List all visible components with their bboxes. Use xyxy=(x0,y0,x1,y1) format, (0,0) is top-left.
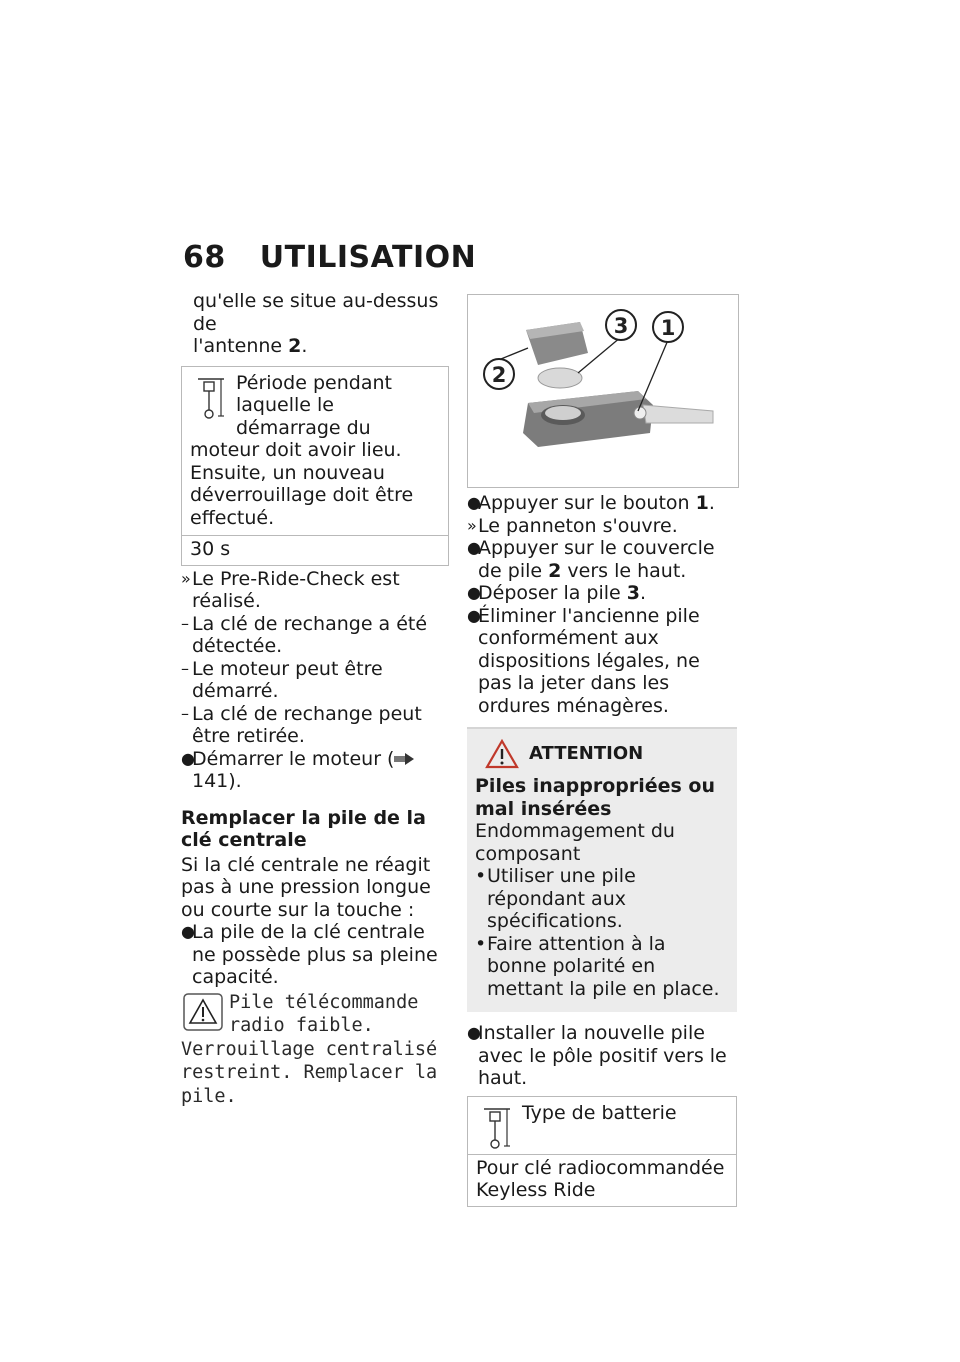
warning-triangle-icon xyxy=(183,993,223,1031)
start-period-text: Période pendant laquelle le démarrage du moteur doit avoir lieu. Ensuite, un nouveau déverrouillage doit être effectué. xyxy=(190,371,414,529)
warning-item: • Utiliser une pile répondant aux spécifications. xyxy=(475,865,636,932)
bullet-dot-icon: • xyxy=(475,932,487,955)
key-battery-figure xyxy=(467,294,739,488)
start-period-box xyxy=(181,366,449,566)
dash-marker: – xyxy=(181,703,189,723)
bullet-item: ● Installer la nouvelle pile avec le pôle positif vers le haut. xyxy=(467,1022,727,1089)
dash-item: – La clé de rechange a été détectée. xyxy=(181,612,428,657)
result-item: » Le Pre-Ride-Check est réalisé. xyxy=(181,567,400,612)
page-reference-arrow-icon xyxy=(394,753,414,765)
left-column xyxy=(181,290,449,1108)
dash-item: – La clé de rechange peut être retirée. xyxy=(181,702,422,747)
figure-label: 3 xyxy=(613,314,629,338)
result-item: » Le panneton s'ouvre. xyxy=(467,514,678,537)
warning-triangle-icon xyxy=(485,739,519,769)
page-title: UTILISATION xyxy=(259,240,477,275)
dash-item: – Le moteur peut être démarré. xyxy=(181,657,383,702)
bullet-item: ● Appuyer sur le couvercle de pile 2 vers le haut. xyxy=(467,537,715,582)
battery-type-value: Pour clé radiocommandée Keyless Ride xyxy=(468,1154,736,1206)
section-heading: Remplacer la pile de la clé centrale xyxy=(181,806,426,851)
page-number: 68 xyxy=(183,240,226,275)
bullet-dot-icon: ● xyxy=(181,922,195,941)
bullet-dot-icon: ● xyxy=(467,538,481,557)
figure-label: 1 xyxy=(660,316,676,340)
result-arrow-icon: » xyxy=(467,515,477,535)
battery-type-box xyxy=(467,1096,737,1207)
spec-gauge-icon xyxy=(482,1106,512,1152)
bullet-item: ● Démarrer le moteur ( 141). xyxy=(181,748,449,793)
warning-item: • Faire attention à la bonne polarité en mettant la pile en place. xyxy=(475,932,720,1000)
figure-label: 2 xyxy=(491,363,507,387)
bullet-dot-icon: ● xyxy=(467,605,481,625)
dash-marker: – xyxy=(181,658,189,678)
right-column xyxy=(467,294,737,1207)
display-message-text: Pile télécommande radio faible. Verrouillage centralisé restreint. Remplacer la pile. xyxy=(181,991,438,1107)
warning-subtitle: Piles inappropriées ou mal insérées xyxy=(475,775,716,820)
key-illustration xyxy=(468,295,738,487)
battery-type-label: Type de batterie xyxy=(522,1101,677,1124)
display-message xyxy=(181,991,449,1109)
intro-text: qu'elle se situe au-dessus de l'antenne 2. xyxy=(193,290,439,357)
bullet-dot-icon: ● xyxy=(467,493,481,512)
bullet-dot-icon: • xyxy=(475,865,487,887)
section-paragraph: Si la clé centrale ne réagit pas à une pression longue ou courte sur la touche : xyxy=(181,853,431,921)
start-period-value: 30 s xyxy=(182,535,448,565)
bullet-item: ● Déposer la pile 3. xyxy=(467,582,647,604)
warning-consequence: Endommagement du composant xyxy=(475,820,675,865)
warning-box xyxy=(467,727,737,1012)
bullet-item: ● La pile de la clé centrale ne possède plus sa pleine capacité. xyxy=(181,921,438,988)
warning-title: ATTENTION xyxy=(529,743,644,764)
page-header xyxy=(183,238,476,278)
spec-gauge-icon xyxy=(196,376,226,422)
bullet-item: ● Éliminer l'ancienne pile conformément aux dispositions légales, ne pas la jeter dans les ordures ménagères. xyxy=(467,604,700,717)
bullet-item: ● Appuyer sur le bouton 1. xyxy=(467,492,715,514)
bullet-dot-icon: ● xyxy=(467,1023,481,1042)
page-reference[interactable]: 141 xyxy=(192,770,229,792)
dash-marker: – xyxy=(181,613,189,633)
result-arrow-icon: » xyxy=(181,568,191,588)
bullet-dot-icon: ● xyxy=(467,583,481,602)
bullet-dot-icon: ● xyxy=(181,748,195,768)
